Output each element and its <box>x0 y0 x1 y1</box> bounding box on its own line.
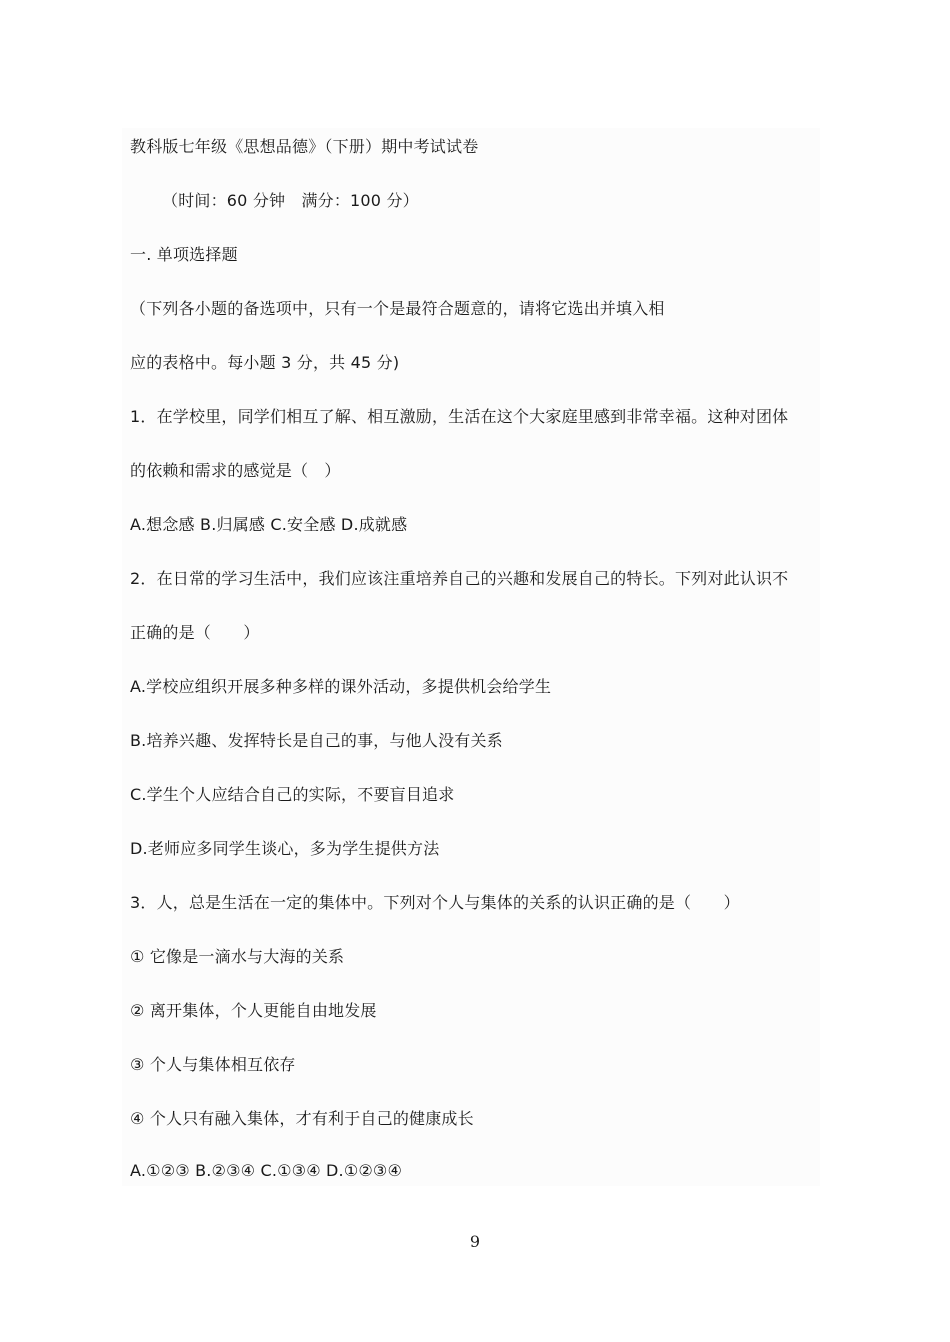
question-3-statement-2: ② 离开集体，个人更能自由地发展 <box>130 1001 377 1020</box>
question-3-options: A.①②③ B.②③④ C.①③④ D.①②③④ <box>130 1161 403 1180</box>
text-area <box>122 128 820 1186</box>
question-3-statement-3: ③ 个人与集体相互依存 <box>130 1055 296 1074</box>
question-3-statement-1: ① 它像是一滴水与大海的关系 <box>130 947 345 966</box>
question-2-option-b: B.培养兴趣、发挥特长是自己的事，与他人没有关系 <box>130 731 503 750</box>
question-2-stem-line-2: 正确的是（ ） <box>130 623 260 642</box>
question-1-options: A.想念感 B.归属感 C.安全感 D.成就感 <box>130 515 408 534</box>
page-number: 9 <box>469 1232 481 1251</box>
exam-info: （时间：60 分钟 满分：100 分） <box>162 191 419 210</box>
question-3-stem: 3．人，总是生活在一定的集体中。下列对个人与集体的关系的认识正确的是（ ） <box>130 893 740 912</box>
section-heading: 一. 单项选择题 <box>130 245 238 264</box>
question-3-statement-4: ④ 个人只有融入集体，才有利于自己的健康成长 <box>130 1109 474 1128</box>
document-title: 教科版七年级《思想品德》（下册）期中考试试卷 <box>130 137 479 156</box>
instructions-line-2: 应的表格中。每小题 3 分，共 45 分) <box>130 353 400 372</box>
question-1-stem-line-1: 1．在学校里，同学们相互了解、相互激励，生活在这个大家庭里感到非常幸福。这种对团体 <box>130 407 789 426</box>
question-2-option-a: A.学校应组织开展多种多样的课外活动，多提供机会给学生 <box>130 677 552 696</box>
question-2-option-c: C.学生个人应结合自己的实际，不要盲目追求 <box>130 785 455 804</box>
question-1-stem-line-2: 的依赖和需求的感觉是（ ） <box>130 461 341 480</box>
instructions-line-1: （下列各小题的备选项中，只有一个是最符合题意的，请将它选出并填入相 <box>130 299 665 318</box>
question-2-stem-line-1: 2．在日常的学习生活中，我们应该注重培养自己的兴趣和发展自己的特长。下列对此认识不 <box>130 569 789 588</box>
question-2-option-d: D.老师应多同学生谈心，多为学生提供方法 <box>130 839 440 858</box>
